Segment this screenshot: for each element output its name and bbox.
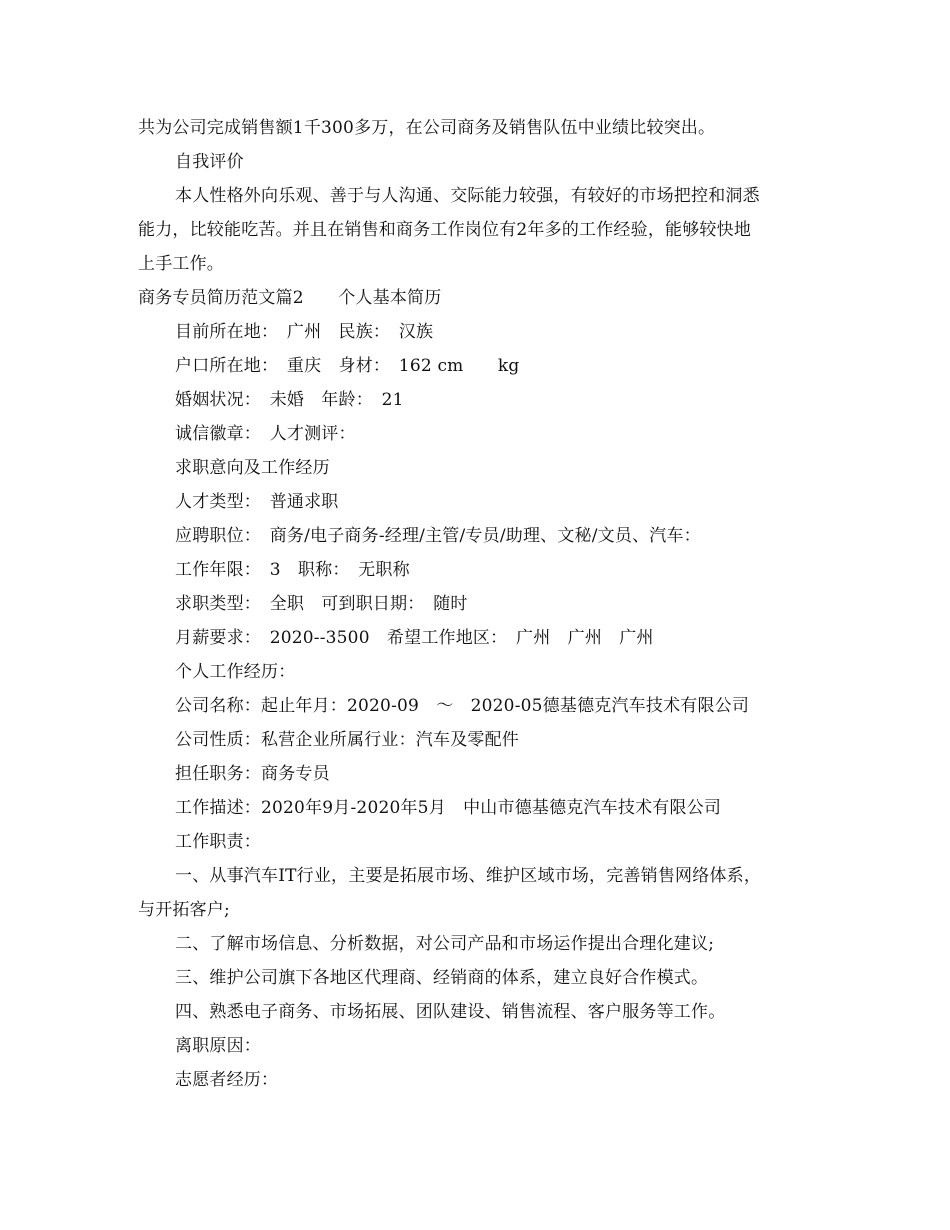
- paragraph-line: 能力，比较能吃苦。并且在销售和商务工作岗位有2年多的工作经验，能够较快地: [138, 220, 752, 240]
- info-line: 公司性质：私营企业所属行业：汽车及零配件: [175, 730, 519, 750]
- info-line: 离职原因：: [175, 1036, 261, 1056]
- info-line: 工作年限： 3 职称： 无职称: [175, 560, 410, 580]
- info-line: 求职类型： 全职 可到职日期： 随时: [175, 594, 468, 614]
- info-line: 人才类型： 普通求职: [175, 492, 339, 512]
- duty-line: 一、从事汽车IT行业，主要是拓展市场、维护区域市场，完善销售网络体系，: [175, 866, 762, 886]
- duty-line: 四、熟悉电子商务、市场拓展、团队建设、销售流程、客户服务等工作。: [175, 1002, 726, 1022]
- info-line: 月薪要求： 2020--3500 希望工作地区： 广州 广州 广州: [175, 628, 654, 648]
- paragraph-line: 本人性格外向乐观、善于与人沟通、交际能力较强，有较好的市场把控和洞悉: [175, 186, 760, 206]
- duty-line: 与开拓客户;: [138, 900, 230, 920]
- info-line: 诚信徽章： 人才测评：: [175, 424, 356, 444]
- info-line: 公司名称：起止年月：2020-09 ～ 2020-05德基德克汽车技术有限公司: [175, 696, 750, 716]
- info-line: 应聘职位： 商务/电子商务-经理/主管/专员/助理、文秘/文员、汽车：: [175, 526, 701, 546]
- info-line: 婚姻状况： 未婚 年龄： 21: [175, 390, 404, 410]
- paragraph-line: 共为公司完成销售额1千300多万，在公司商务及销售队伍中业绩比较突出。: [138, 118, 716, 138]
- section-heading: 求职意向及工作经历: [175, 458, 330, 478]
- section-heading: 工作职责：: [175, 832, 261, 852]
- duty-line: 二、了解市场信息、分析数据，对公司产品和市场运作提出合理化建议;: [175, 934, 715, 954]
- info-line: 目前所在地： 广州 民族： 汉族: [175, 322, 434, 342]
- info-line: 户口所在地： 重庆 身材： 162 cm kg: [175, 356, 520, 376]
- duty-line: 三、维护公司旗下各地区代理商、经销商的体系，建立良好合作模式。: [175, 968, 709, 988]
- info-line: 工作描述：2020年9月-2020年5月 中山市德基德克汽车技术有限公司: [175, 798, 722, 818]
- paragraph-line: 上手工作。: [138, 254, 224, 274]
- resume-title: 商务专员简历范文篇2 个人基本简历: [138, 288, 442, 308]
- info-line: 担任职务：商务专员: [175, 764, 330, 784]
- info-line: 志愿者经历：: [175, 1070, 279, 1090]
- section-heading: 自我评价: [175, 152, 244, 172]
- section-heading: 个人工作经历：: [175, 662, 296, 682]
